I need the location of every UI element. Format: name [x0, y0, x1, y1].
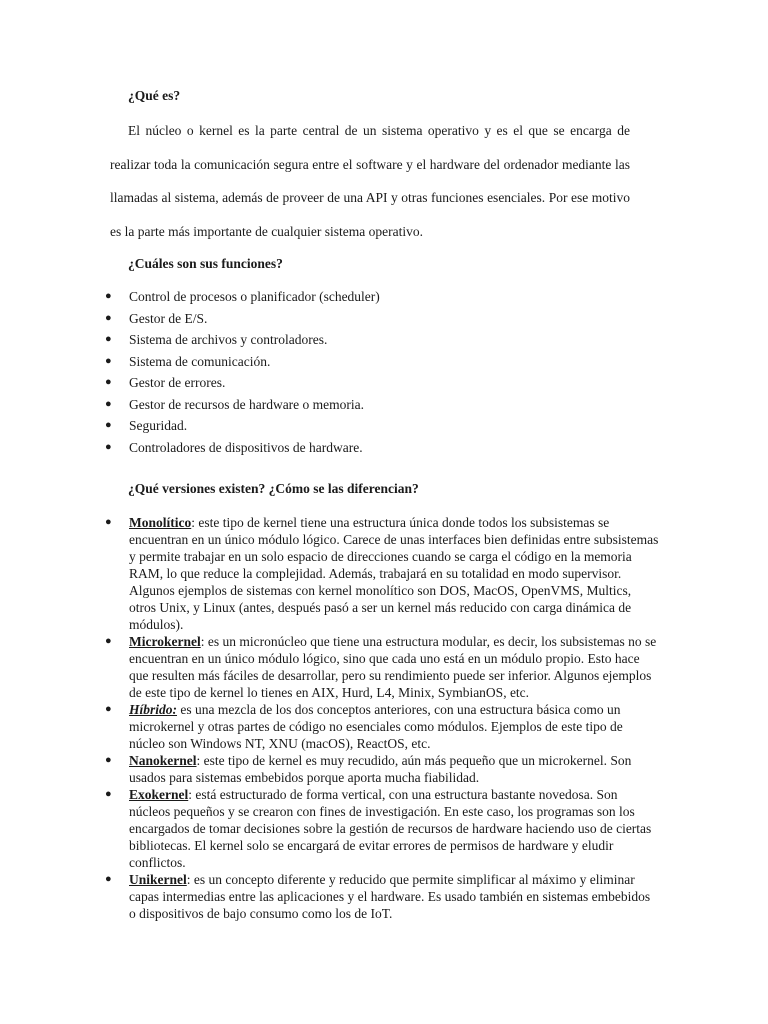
list-item [100, 394, 660, 416]
bullet-icon: ● [105, 754, 112, 766]
version-description: : está estructurado de forma vertical, con una estructura bastante novedosa. Son núcleos pequeños y se crearon con fines de investigación. En este caso, los programas son los encargados de tomar decisiones sobre la gestión de recursos de hardware haciendo uso de ciertas bibliotecas. El kernel solo se encargará de evitar errores de permisos de hardware y eludir conflictos. [129, 787, 652, 870]
intro-text: El núcleo o kernel es la parte central de un sistema operativo y es el que se encarga de realizar toda la comunicación segura entre el software y el hardware del ordenador mediante las llamadas al sistema, además de proveer de una API y otras funciones esenciales. Por ese motivo es la parte más importante de cualquier sistema operativo. [110, 123, 630, 239]
bullet-icon: ● [105, 703, 112, 715]
intro-paragraph [110, 114, 630, 248]
bullet-icon: ● [105, 354, 112, 367]
bullet-icon: ● [105, 516, 112, 528]
list-item-nanokernel [100, 752, 660, 786]
term-hibrido: Híbrido: [129, 702, 178, 717]
list-item [100, 415, 660, 437]
list-item [100, 372, 660, 394]
version-description: es una mezcla de los dos conceptos anteriores, con una estructura básica como un microkernel y otras partes de código no esenciales como módulos. Ejemplos de este tipo de núcleo son Windows NT, XNU (macOS), ReactOS, etc. [129, 702, 623, 751]
list-item-exokernel [100, 786, 660, 871]
functions-list [100, 286, 660, 458]
list-item [100, 308, 660, 330]
versions-list [100, 514, 660, 922]
version-description: : este tipo de kernel es muy recudido, aún más pequeño que un microkernel. Son usados para sistemas embebidos porque aporta mucha fiabilidad. [129, 753, 632, 785]
list-item-hibrido [100, 701, 660, 752]
list-item-text: Sistema de archivos y controladores. [129, 332, 328, 347]
bullet-icon: ● [105, 788, 112, 800]
version-description: : es un micronúcleo que tiene una estructura modular, es decir, los subsistemas no se encuentran en un único módulo lógico, sino que cada uno está en un módulo propio. Esto hace que resulten más fáciles de desarrollar, pero su rendimiento puede ser inferior. Algunos ejemplos de este tipo de kernel lo tienes en AIX, Hurd, L4, Minix, SymbianOS, etc. [129, 634, 657, 700]
list-item-text: Sistema de comunicación. [129, 353, 271, 369]
list-item-text: Seguridad. [129, 418, 188, 433]
heading-what-is: ¿Qué es? [128, 88, 181, 103]
list-item [100, 351, 660, 373]
bullet-icon: ● [105, 333, 112, 345]
heading-versions: ¿Qué versiones existen? ¿Cómo se las diferencian? [128, 481, 419, 496]
list-item-microkernel [100, 633, 660, 701]
list-item-text: Control de procesos o planificador (scheduler) [129, 289, 380, 304]
list-item [100, 286, 660, 308]
term-microkernel: Microkernel [129, 634, 201, 649]
bullet-icon: ● [105, 311, 112, 324]
list-item-text: Controladores de dispositivos de hardware. [129, 439, 363, 455]
bullet-icon: ● [105, 397, 112, 410]
heading-functions: ¿Cuáles son sus funciones? [128, 256, 283, 271]
version-description: : es un concepto diferente y reducido que permite simplificar al máximo y eliminar capas intermedias entre las aplicaciones y el hardware. Es usado también en sistemas embebidos o dispositivos de bajo consumo como los de IoT. [129, 872, 651, 921]
list-item-text: Gestor de recursos de hardware o memoria. [129, 396, 365, 412]
term-unikernel: Unikernel [129, 872, 187, 887]
list-item-unikernel [100, 871, 660, 922]
term-exokernel: Exokernel [129, 787, 189, 802]
bullet-icon: ● [105, 290, 112, 302]
bullet-icon: ● [105, 440, 112, 453]
list-item [100, 329, 660, 351]
term-nanokernel: Nanokernel [129, 753, 197, 768]
list-item-monolitico [100, 514, 660, 633]
list-item [100, 437, 660, 459]
bullet-icon: ● [105, 419, 112, 431]
bullet-icon: ● [105, 635, 112, 647]
list-item-text: Gestor de errores. [129, 375, 226, 390]
term-monolitico: Monolítico [129, 515, 192, 530]
list-item-text: Gestor de E/S. [129, 310, 208, 326]
bullet-icon: ● [105, 376, 112, 388]
version-description: : este tipo de kernel tiene una estructura única donde todos los subsistemas se encuentran en un único módulo lógico. Carece de unas interfaces bien definidas entre subsistemas y permite trabajar en un solo espacio de direcciones cuando se carga el código en la memoria RAM, lo que reduce la complejidad. Además, trabajará en su totalidad en modo supervisor. Algunos ejemplos de sistemas con kernel monolítico son DOS, MacOS, OpenVMS, Multics, otros Unix, y Linux (antes, después pasó a ser un kernel más reducido con carga dinámica de módulos). [129, 515, 659, 632]
bullet-icon: ● [105, 873, 112, 885]
